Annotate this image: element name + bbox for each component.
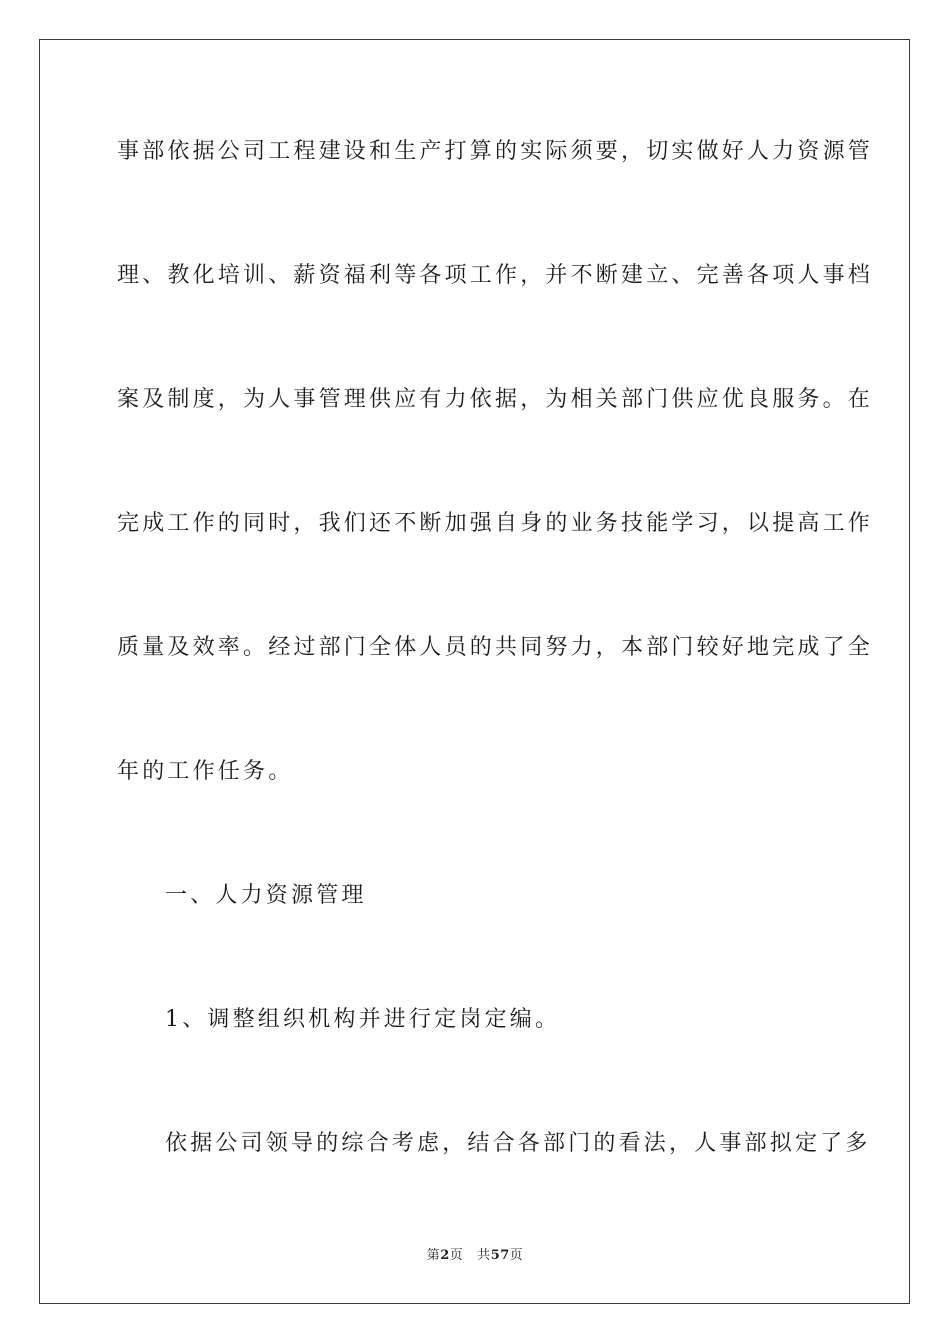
page-footer — [0, 1244, 950, 1263]
total-pages: 57 — [490, 1248, 510, 1263]
page-border — [39, 39, 910, 1304]
body-text-line-5: 质量及效率。经过部门全体人员的共同努力，本部门较好地完成了全 — [117, 635, 874, 660]
page-label-prefix: 第 — [426, 1248, 441, 1263]
body-text-line-1: 事部依据公司工程建设和生产打算的实际须要，切实做好人力资源管 — [117, 139, 874, 164]
paragraph-start: 依据公司领导的综合考虑，结合各部门的看法，人事部拟定了多 — [165, 1131, 871, 1156]
total-label-suffix: 页 — [509, 1248, 524, 1263]
page-label-suffix: 页 — [449, 1248, 464, 1263]
body-text-line-6: 年的工作任务。 — [117, 759, 294, 784]
total-label-prefix: 共 — [477, 1248, 491, 1263]
body-text-line-4: 完成工作的同时，我们还不断加强自身的业务技能学习，以提高工作 — [117, 511, 874, 536]
section-heading: 一、人力资源管理 — [165, 883, 367, 908]
body-text-line-2: 理、教化培训、薪资福利等各项工作，并不断建立、完善各项人事档 — [117, 263, 874, 288]
body-text-line-3: 案及制度，为人事管理供应有力依据，为相关部门供应优良服务。在 — [117, 387, 874, 412]
page-number: 2 — [440, 1248, 450, 1263]
subsection-heading: 1、调整组织机构并进行定岗定编。 — [165, 1007, 561, 1032]
